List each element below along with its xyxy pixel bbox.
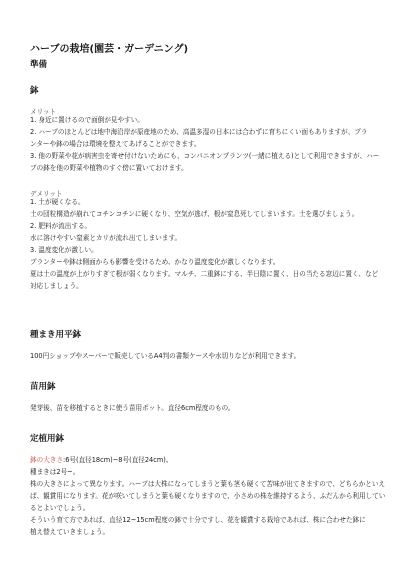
body-line: 100円ショップやスーパーで販売しているA4判の書類ケースや水切りなどが利用できます。	[30, 352, 301, 360]
merit-label: メリット	[30, 108, 57, 116]
demerit-line: 1. 土が硬くなる。	[30, 198, 85, 206]
demerit-line: 2. 肥料が流出する。	[30, 222, 92, 230]
body-line: 種まきは2号~。	[30, 468, 80, 476]
merit-line: ブの鉢を他の野菜や植物のすぐ傍に置いておけます。	[30, 164, 188, 172]
body-line: 植え替えていきましょう。	[30, 528, 110, 536]
demerit-line: 土の団粒構造が崩れてコチンコチンに硬くなり、空気が逃げ、根が窒息死してしまいます。土を選びましょう。	[30, 210, 359, 218]
merit-line: 3. 他の野菜や花が病害虫を寄せ付けないためにも、コンパニオンプランツ(一緒に植える)として利用できますが、ハー	[30, 152, 380, 160]
body-line: そういう育て方であれば、直径12~15cm程度の鉢で十分ですし、花を観賞する栽培であれば、株に合わせた鉢に	[30, 516, 366, 524]
merit-line: ンターや鉢の場合は環境を整えてあげることができます。	[30, 140, 201, 148]
demerit-line: 対応しましょう。	[30, 282, 83, 290]
section-heading-seedling-pot: 苗用鉢	[30, 382, 56, 392]
body-line: るとよいでしょう。	[30, 504, 90, 512]
body-line: 発芽後、苗を移植するときに使う苗用ポット。直径6cm程度のもの。	[30, 404, 235, 412]
section-heading-planting-pot: 定植用鉢	[30, 434, 65, 444]
pot-size-line	[30, 456, 172, 465]
body-line: ば、観賞用になります。花が咲いてしまうと葉も硬くなりますので、小さめの株を維持するよう、ふだんから利用してい	[30, 492, 386, 500]
pot-size-value: :6号(直径18cm)~8号(直径24cm)。	[62, 456, 173, 464]
demerit-line: 3. 温度変化が激しい。	[30, 246, 98, 254]
demerit-line: プランターや鉢は側面からも影響を受けるため、かなり温度変化が激しくなります。	[30, 258, 280, 266]
document-title: ハーブの栽培(園芸・ガーデニング)	[30, 44, 189, 55]
body-line: 株の大きさによって異なります。ハーブは大株になってしまうと葉も茎も硬くて苦味が出てきますので、どちらかといえ	[30, 480, 386, 488]
demerit-label: デメリット	[30, 190, 63, 198]
section-heading-preparation: 準備	[30, 60, 48, 70]
section-heading-seeding-tray: 種まき用平鉢	[30, 330, 82, 340]
pot-size-label: 鉢の大きさ	[30, 456, 63, 464]
merit-line: 1. 身近に置けるので面倒が見やすい。	[30, 116, 144, 124]
demerit-line: 夏は土の温度が上がりすぎて根が弱くなります。マルチ、二重鉢にする、半日陰に置く、日の当たる窓辺に置く、など	[30, 270, 379, 278]
demerit-line: 水に溶けやすい窒素とカリが流れ出てしまいます。	[30, 234, 182, 242]
merit-line: 2. ハーブのほとんどは地中海沿岸が原産地のため、高温多湿の日本には合わずに育ちにくい面もありますが、プラ	[30, 128, 368, 136]
subsection-heading-pot: 鉢	[30, 86, 39, 96]
